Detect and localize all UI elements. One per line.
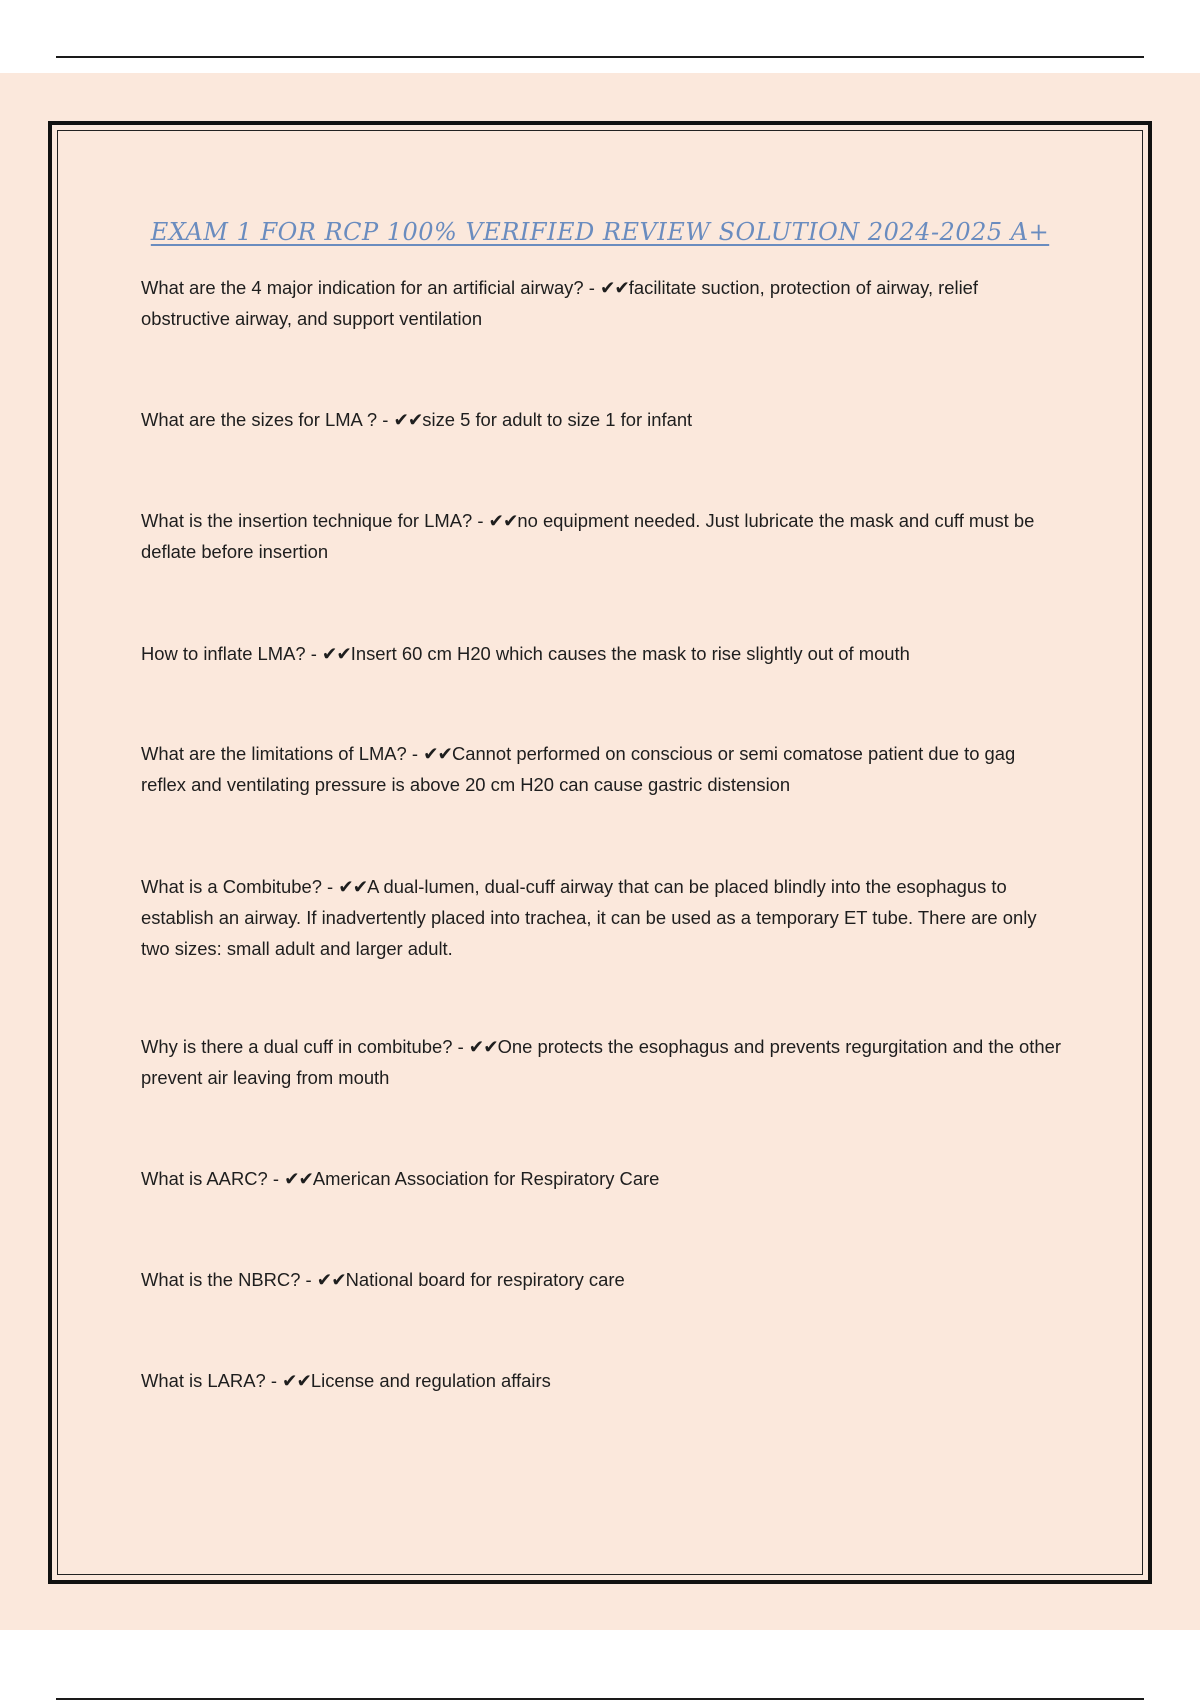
answer-text: One protects the esophagus and prevents regurgitation and the other prevent air leaving from mouth <box>141 1036 1061 1088</box>
double-check-icon: ✔✔ <box>284 1168 313 1189</box>
separator: - <box>583 277 600 298</box>
separator: - <box>265 1370 283 1391</box>
answer-text: no equipment needed. Just lubricate the mask and cuff must be deflate before insertion <box>141 510 1035 562</box>
answer-text: Insert 60 cm H20 which causes the mask to rise slightly out of mouth <box>350 643 910 664</box>
qa-item <box>141 738 1061 800</box>
double-check-icon: ✔✔ <box>321 643 351 664</box>
qa-item <box>141 505 1061 567</box>
separator: - <box>300 1269 317 1290</box>
separator: - <box>452 1036 469 1057</box>
top-rule <box>56 56 1144 58</box>
separator: - <box>472 510 489 531</box>
qa-item <box>141 638 1061 669</box>
double-check-icon: ✔✔ <box>488 510 518 531</box>
qa-item <box>141 871 1061 964</box>
qa-item <box>141 1163 1061 1194</box>
double-check-icon: ✔✔ <box>468 1036 498 1057</box>
separator: - <box>377 409 394 430</box>
answer-text: facilitate suction, protection of airway, relief obstructive airway, and support ventilation <box>141 277 979 329</box>
double-check-icon: ✔✔ <box>599 277 629 298</box>
double-check-icon: ✔✔ <box>423 743 452 764</box>
question-text: What are the sizes for LMA ? <box>141 409 378 430</box>
qa-item <box>141 1264 1061 1295</box>
document-title: EXAM 1 FOR RCP 100% VERIFIED REVIEW SOLUTION 2024-2025 A+ <box>150 218 1050 246</box>
separator: - <box>305 643 322 664</box>
answer-text: size 5 for adult to size 1 for infant <box>422 409 693 430</box>
question-text: What is AARC? <box>141 1168 268 1189</box>
qa-item <box>141 272 1061 334</box>
answer-text: National board for respiratory care <box>345 1269 625 1290</box>
question-text: What is the NBRC? <box>141 1269 301 1290</box>
double-check-icon: ✔✔ <box>393 409 423 430</box>
qa-item <box>141 1031 1061 1093</box>
answer-text: A dual-lumen, dual-cuff airway that can be placed blindly into the esophagus to establish an airway. If inadvertently placed into trachea, it can be used as a temporary ET tube. There are only two sizes: small adult and larger adult. <box>141 876 1037 959</box>
question-text: What are the 4 major indication for an artificial airway? <box>141 277 584 298</box>
separator: - <box>321 876 339 897</box>
separator: - <box>267 1168 285 1189</box>
answer-text: License and regulation affairs <box>310 1370 551 1391</box>
question-text: What is LARA? <box>141 1370 266 1391</box>
separator: - <box>406 743 424 764</box>
qa-item <box>141 404 1061 435</box>
question-text: What are the limitations of LMA? <box>141 743 407 764</box>
question-text: How to inflate LMA? <box>141 643 306 664</box>
double-check-icon: ✔✔ <box>282 1370 311 1391</box>
page-border-inner <box>57 130 1143 1575</box>
double-check-icon: ✔✔ <box>316 1269 346 1290</box>
answer-text: American Association for Respiratory Care <box>312 1168 660 1189</box>
double-check-icon: ✔✔ <box>338 876 368 897</box>
question-text: What is the insertion technique for LMA? <box>141 510 473 531</box>
question-text: What is a Combitube? <box>141 876 322 897</box>
qa-item <box>141 1365 1061 1396</box>
answer-text: Cannot performed on conscious or semi comatose patient due to gag reflex and ventilating pressure is above 20 cm H20 can cause gastric distension <box>141 743 1016 795</box>
question-text: Why is there a dual cuff in combitube? <box>141 1036 453 1057</box>
